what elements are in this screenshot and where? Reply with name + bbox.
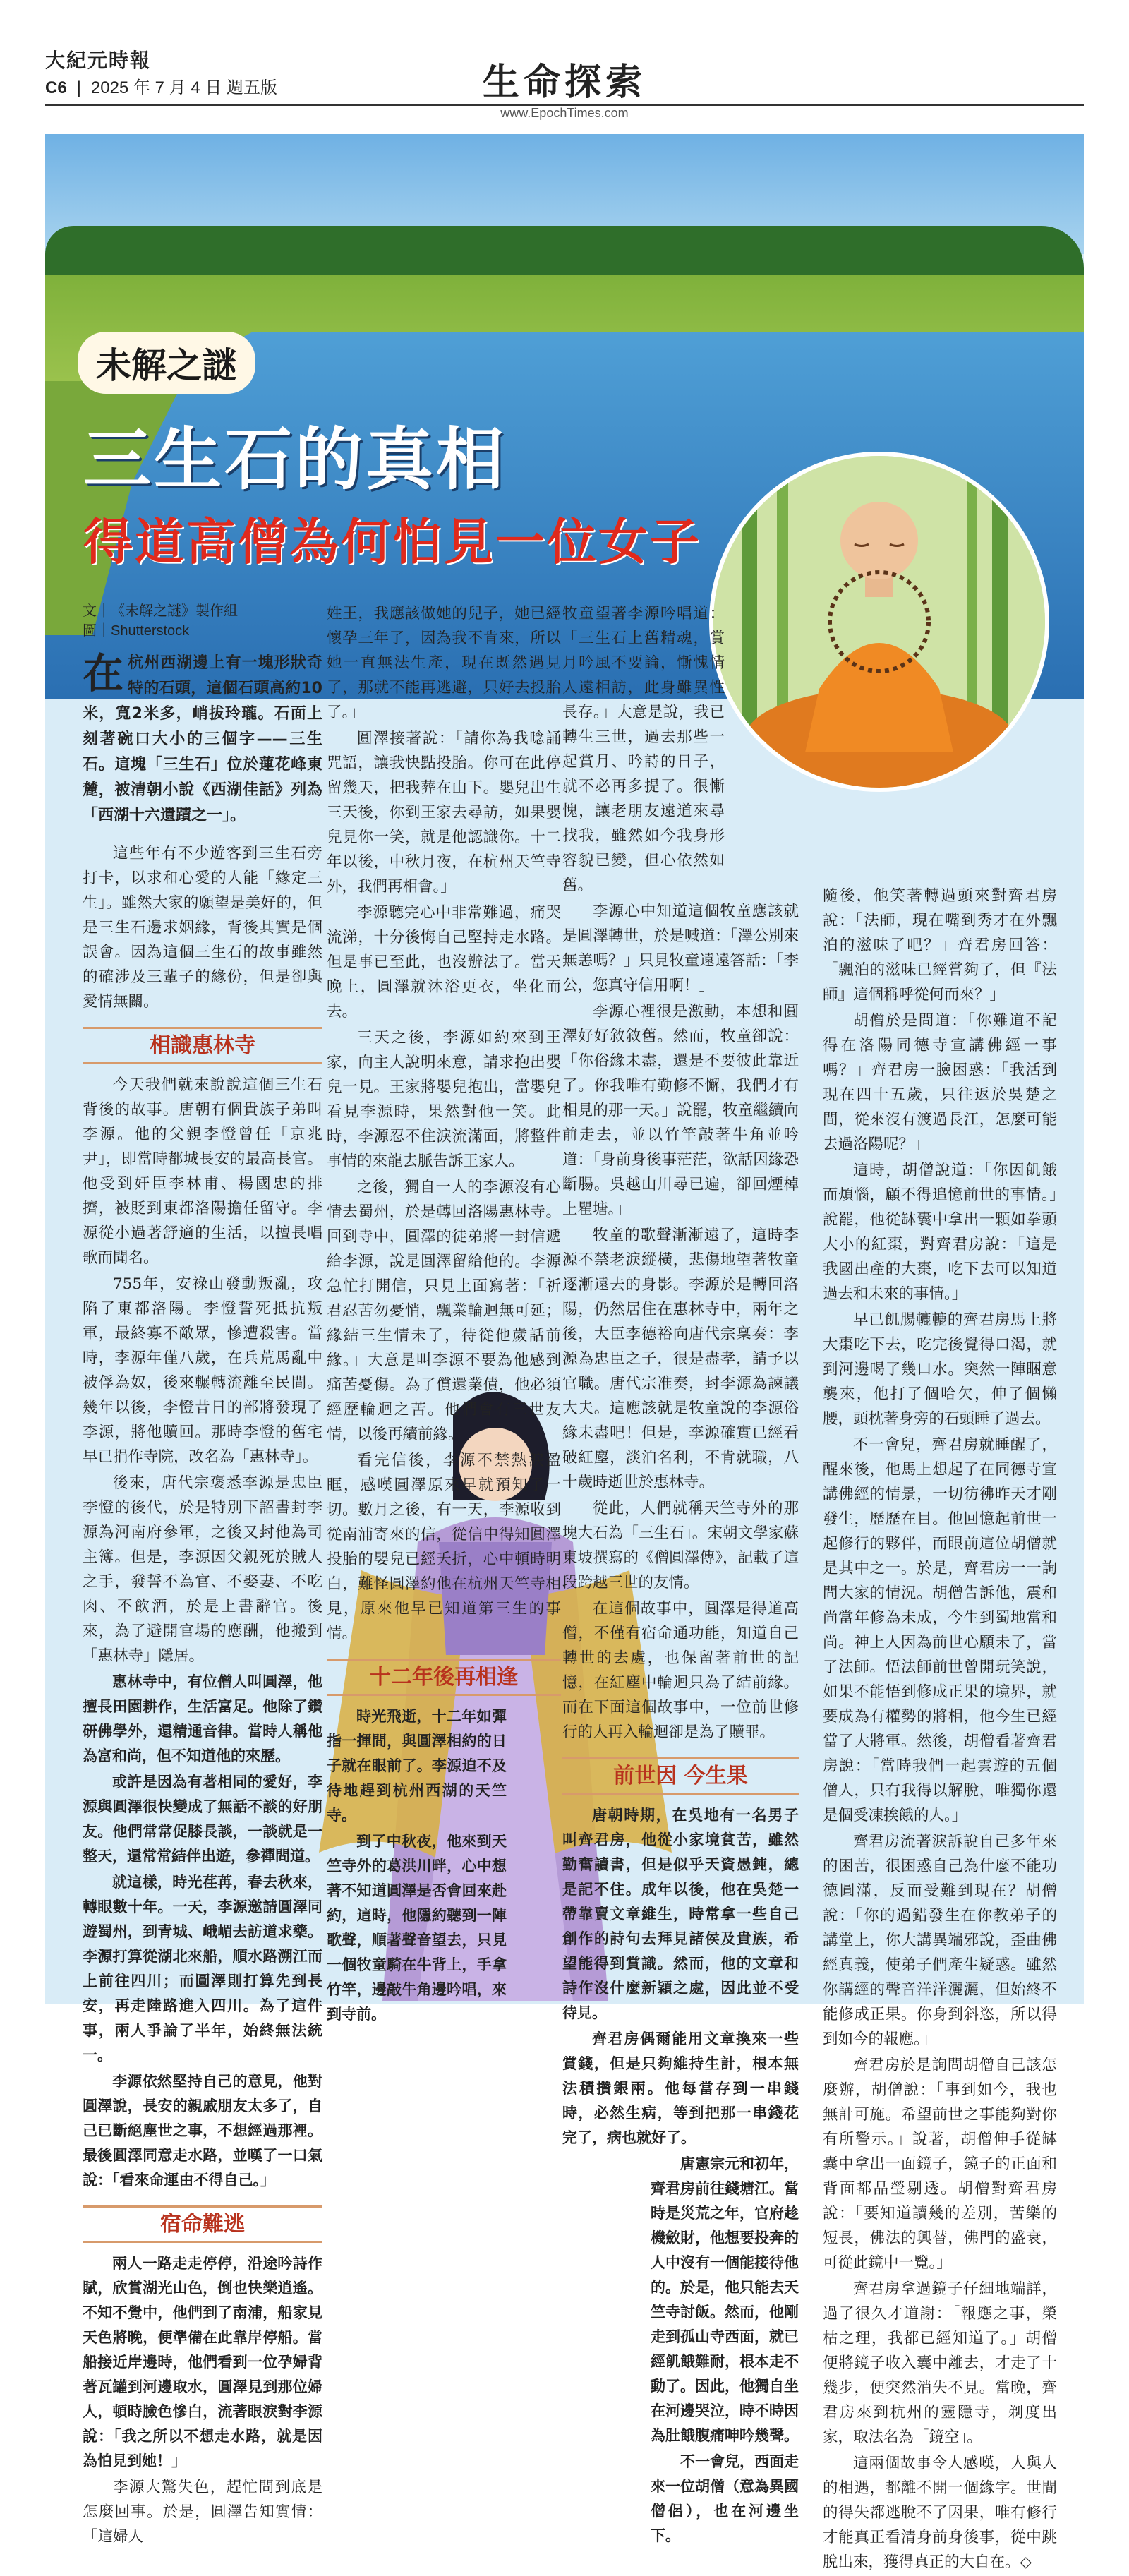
body-paragraph: 齊君房拿過鏡子仔細地端詳，過了很久才道謝：「報應之事，榮枯之理，我都已經知道了。」胡僧便將鏡子收入囊中離去，才走了十幾步，便突然消失不見。當晚，齊君房來到杭州的靈隱寺，剃度出家，取法名為「鏡空」。 xyxy=(823,2280,1057,2446)
subheading: 十二年後再相逢 xyxy=(327,1659,561,1696)
section-title: 生命探索 xyxy=(482,61,646,104)
body-paragraph: 這時，胡僧說道：「你因飢餓而煩惱，顧不得追憶前世的事情。」說罷，他從缽囊中拿出一顆如拳頭大小的紅棗，對齊君房說：「這是我國出產的大棗，吃下去可以知道過去和未來的事情。」 xyxy=(823,1162,1057,1303)
issue-date: 2025 年 7 月 4 日 週五版 xyxy=(90,78,278,97)
lead-text: 杭州西湖邊上有一塊形狀奇特的石頭，這個石頭高約10米，寬2米多，峭拔玲瓏。石面上刻著碗口大小的三個字——三生石。這塊「三生石」位於蓮花峰東麓，被清朝小說《西湖佳話》列為「西湖十六遺蹟之一」。 xyxy=(83,654,322,824)
body-paragraph: 這些年有不少遊客到三生石旁打卡，以求和心愛的人能「緣定三生」。雖然大家的願望是美好的，但是三生石邊求姻緣，背後其實是個誤會。因為這個三生石的故事雖然的確涉及三輩子的緣份，但是卻與愛情無關。 xyxy=(83,845,322,1011)
body-paragraph: 早已飢腸轆轆的齊君房馬上將大棗吃下去，吃完後覺得口渴，就到河邊喝了幾口水。突然一陣睏意襲來，他打了個哈欠，伸了個懶腰，頭枕著身旁的石頭睡了過去。 xyxy=(823,1311,1057,1428)
body-paragraph: 李源大驚失色，趕忙問到底是怎麼回事。於是，圓澤告知實情：「這婦人 xyxy=(83,2479,322,2546)
body-paragraph: 從此，人們就稱天竺寺外的那塊大石為「三生石」。宋朝文學家蘇東坡撰寫的《僧圓澤傳》，記載了這段跨越三世的友情。 xyxy=(562,1500,799,1591)
column-2 xyxy=(327,601,561,2028)
body-paragraph: 齊君房於是詢問胡僧自己該怎麼辦，胡僧說：「事到如今，我也無計可施。希望前世之事能夠對你有所警示。」說著，胡僧伸手從缽囊中拿出一面鏡子，鏡子的正面和背面都晶瑩剔透。胡僧對齊君房說：「要知道讀幾的差別，苦樂的短長，佛法的興替，佛門的盛衰，可從此鏡中一覽。」 xyxy=(823,2057,1057,2272)
body-paragraph: 後來，唐代宗褒悉李源是忠臣李憕的後代，於是特別下詔書封李源為河南府參軍，之後又封他為司主簿。但是，李源因父親死於賊人之手，發誓不為官、不娶妻、不吃肉、不飲酒，於是上書辭官。後來，為了避開官場的應酬，他搬到「惠林寺」隱居。 xyxy=(83,1474,322,1665)
body-paragraph: 755年，安祿山發動叛亂，攻陷了東都洛陽。李憕誓死抵抗叛軍，最終寡不敵眾，慘遭殺害。當時，李源年僅八歲，在兵荒馬亂中被俘為奴，後來輾轉流離至民間。幾年以後，李憕昔日的部將發現了李源，將他贖回。那時李憕的舊宅早已捐作寺院，改名為「惠林寺」。 xyxy=(83,1275,322,1466)
credits xyxy=(83,601,322,641)
paper-name: 大紀元時報 xyxy=(45,49,152,72)
body-paragraph: 牧童望著李源吟唱道：「三生石上舊精魂，賞月吟風不要論，慚愧情人遠相訪，此身雖異性長存。」大意是說，我已轉生三世，過去那些一起賞月、吟詩的日子，就不必再多提了。很慚愧，讓老朋友遠道來尋找我，雖然如今我身形容貌已變，但心依然如舊。 xyxy=(562,605,725,894)
body-paragraph: 惠林寺中，有位僧人叫圓澤，他擅長田園耕作，生活富足。他除了鑽研佛學外，還精通音律。當時人稱他為富和尚，但不知道他的來歷。 xyxy=(83,1673,322,1764)
body-paragraph: 李源心裡很是激動，本想和圓澤好好敘敘舊。然而，牧童卻說：「你俗緣未盡，還是不要彼此靠近了。你我唯有勤修不懈，我們才有相見的那一天。」說罷，牧童繼續向前走去，並以竹竿敲著牛角並吟道：「身前身後事茫茫，欲話因緣恐斷腸。吳越山川尋已遍，卻回煙棹上瞿塘。」 xyxy=(562,1003,799,1218)
bold-section xyxy=(83,1670,322,2193)
dropcap: 在 xyxy=(83,649,124,697)
body-paragraph: 時光飛逝，十二年如彈指一揮間，與圓澤相約的日子就在眼前了。李源迫不及待地趕到杭州西湖的天竺寺。 xyxy=(327,1708,507,1824)
body-paragraph: 李源心中知道這個牧童應該就是圓澤轉世，於是喊道：「澤公別來無恙嗎？」只見牧童遠遠答話：「李公，您真守信用啊！」 xyxy=(562,903,799,994)
bold-section xyxy=(83,2251,322,2474)
body-paragraph: 李源聽完心中非常難過，痛哭流涕，十分後悔自己堅持走水路。但是事已至此，也沒辦法了。當天晚上，圓澤就沐浴更衣，坐化而去。 xyxy=(327,904,561,1021)
body-paragraph: 李源依然堅持自己的意見，他對圓澤說，長安的親戚朋友太多了，自己已斷絕塵世之事，不想經過那裡。最後圓澤同意走水路，並嘆了一口氣說：「看來命運由不得自己。」 xyxy=(83,2073,322,2189)
issue-separator: | xyxy=(76,78,81,97)
article-headline: 三生石的真相 xyxy=(83,420,507,499)
body-paragraph: 不一會兒，齊君房就睡醒了，醒來後，他馬上想起了在同德寺宣講佛經的情景，一切彷彿昨天才剛發生，歷歷在目。他回憶起前世一起修行的夥伴，而眼前這位胡僧就是其中之一。於是，齊君房一一詢問大家的情況。胡僧告訴他，震和尚當年修為未成，今生到蜀地當和尚。神上人因為前世心願未了，當了法師。悟法師前世曾開玩笑說，如果不能悟到修成正果的境界，就要成為有權勢的將相，他今生已經當了大將軍。然後，胡僧看著齊君房說：「當時我們一起雲遊的五個僧人，只有我得以解脫，唯獨你還是個受凍挨餓的人。」 xyxy=(823,1436,1057,1824)
body-paragraph: 這兩個故事令人感嘆，人與人的相遇，都離不開一個緣字。世間的得失都逃脫不了因果，唯有修行才能真正看清身前身後事，從中跳脫出來，獲得真正的大自在。◇ xyxy=(823,2455,1057,2571)
bold-section xyxy=(562,1803,799,2548)
body-paragraph: 或許是因為有著相同的愛好，李源與圓澤很快變成了無話不談的好朋友。他們常常促膝長談，一談就是一整天，還常常結伴出遊，參禪問道。 xyxy=(83,1774,322,1865)
body-paragraph: 兩人一路走走停停，沿途吟詩作賦，欣賞湖光山色，倒也快樂逍遙。不知不覺中，他們到了南浦，船家見天色將晚，便準備在此靠岸停船。當船接近岸邊時，他們看到一位孕婦背著瓦罐到河邊取水，圓澤見到那位婦人，頓時臉色慘白，流著眼淚對李源說：「我之所以不想走水路，就是因為怕見到她！」 xyxy=(83,2255,322,2469)
column-4 xyxy=(823,884,1057,2576)
body-paragraph: 胡僧於是問道：「你難道不記得在洛陽同德寺宣講佛經一事嗎？」齊君房一臉困惑：「我活到現在四十五歲，只往返於吳楚之間，從來沒有渡過長江，怎麼可能去過洛陽呢？」 xyxy=(823,1012,1057,1153)
body-paragraph: 看完信後，李源不禁熱淚盈眶，感嘆圓澤原來早就預知了一切。數月之後，有一天，李源收到從南浦寄來的信，從信中得知圓澤投胎的嬰兒已經夭折，心中頓時明白，難怪圓澤約他在杭州天竺寺相見，原來他早已知道第三生的事情。 xyxy=(327,1452,561,1642)
body-paragraph: 今天我們就來說說這個三生石背後的故事。唐朝有個貴族子弟叫李源。他的父親李憕曾任「京兆尹」，即當時都城長安的最高長官。他受到奸臣李林甫、楊國忠的排擠，被貶到東都洛陽擔任留守。李源從小過著舒適的生活，以擅長唱歌而聞名。 xyxy=(83,1076,322,1267)
body-paragraph: 之後，獨自一人的李源沒有心情去蜀州，於是轉回洛陽惠林寺。回到寺中，圓澤的徒弟將一封信遞給李源，說是圓澤留給他的。李源急忙打開信，只見上面寫著：「祈君忍苦勿憂悄，飄業輪迴無可延；緣結三生情未了，待從他歲話前緣。」大意是叫李源不要為他感到痛苦憂傷。為了償還業債，他必須經歷輪迴之苦。他們會有三世友情，以後再續前緣。 xyxy=(327,1179,561,1443)
subheading: 相識惠林寺 xyxy=(83,1027,322,1064)
text-credit: 文｜《未解之謎》製作組 xyxy=(83,603,238,619)
body-paragraph: 不一會兒，西面走來一位胡僧（意為異國僧侶），也在河邊坐下。 xyxy=(651,2453,799,2544)
body-paragraph: 隨後，他笑著轉過頭來對齊君房說：「法師，現在嘴到秀才在外飄泊的滋味了吧？」齊君房回答：「飄泊的滋味已經嘗夠了，但『法師』這個稱呼從何而來？」 xyxy=(823,887,1057,1004)
site-url: www.EpochTimes.com xyxy=(500,106,629,120)
subheading: 前世因 今生果 xyxy=(562,1757,799,1795)
series-badge: 未解之謎 xyxy=(78,332,255,394)
column-3-top xyxy=(562,601,725,898)
body-paragraph: 齊君房流著淚訴說自己多年來的困苦，很困惑自己為什麼不能功德圓滿，反而受難到現在？胡僧說：「你的過錯發生在你教弟子的講堂上，你大講異端邪說，歪曲佛經真義，使弟子們產生疑惑。雖然你講經的聲音洋洋灑灑，但始終不能修成正果。你身到斜恣，所以得到如今的報應。」 xyxy=(823,1833,1057,2048)
body-paragraph: 齊君房偶爾能用文章換來一些賞錢，但是只夠維持生計，根本無法積攢銀兩。他每當存到一串錢時，必然生病，等到把那一串錢花完了，病也就好了。 xyxy=(562,2030,799,2146)
body-paragraph: 三天之後，李源如約來到王家，向主人說明來意，請求抱出嬰兒一見。王家將嬰兒抱出，當嬰兒看見李源時，果然對他一笑。此時，李源忍不住淚流滿面，將整件事情的來龍去脈告訴王家人。 xyxy=(327,1029,561,1170)
photo-credit: 圖｜Shutterstock xyxy=(83,623,190,639)
body-paragraph: 就這樣，時光荏苒，春去秋來，轉眼數十年。一天，李源邀請圓澤同遊蜀州，到青城、峨嵋去訪道求藥。李源打算從湖北來船，順水路溯江而上前往四川；而圓澤則打算先到長安，再走陸路進入四川。為了這件事，兩人爭論了半年，始終無法統一。 xyxy=(83,1874,322,2064)
column-3 xyxy=(562,601,799,2550)
lead-paragraph xyxy=(83,651,322,829)
subheading: 宿命難逃 xyxy=(83,2205,322,2243)
column-1 xyxy=(83,601,322,2551)
bold-section xyxy=(327,1704,507,2027)
body-paragraph: 唐憲宗元和初年，齊君房前往錢塘江。當時是災荒之年，官府趁機斂財，他想要投奔的人中沒有一個能接待他的。於是，他只能去天竺寺討飯。然而，他剛走到孤山寺西面，就已經飢餓難耐，根本走不動了。因此，他獨自坐在河邊哭泣，時不時因為肚餓腹痛呻吟幾聲。 xyxy=(651,2155,799,2444)
body-paragraph: 圓澤接著說：「請你為我唸誦咒語，讓我快點投胎。你可在此停留幾天，把我葬在山下。嬰兒出生三天後，你到王家去尋訪，如果嬰兒見你一笑，就是他認識你。十二年以後，中秋月夜，在杭州天竺寺外，我們再相會。」 xyxy=(327,730,561,896)
masthead xyxy=(0,0,1129,124)
body-paragraph: 到了中秋夜，他來到天竺寺外的葛洪川畔，心中想著不知道圓澤是否會回來赴約，這時，他隱約聽到一陣歌聲，順著聲音望去，只見一個牧童騎在牛背上，手拿竹竿，邊敲牛角邊吟唱，來到寺前。 xyxy=(327,1833,507,2023)
body-paragraph: 牧童的歌聲漸漸遠了，這時李源不禁老淚縱橫，悲傷地望著牧童逐漸遠去的身影。李源於是轉回洛陽，仍然居住在惠林寺中，兩年之後，大臣李德裕向唐代宗稟奏：李源為忠臣之子，很是盡孝，請予以官職。唐代宗准奏，封李源為諫議大夫。這應該就是牧童說的李源俗緣未盡吧！但是，李源確實已經看破紅塵，淡泊名利，不肯就職，八十歲時逝世於惠林寺。 xyxy=(562,1227,799,1491)
body-paragraph: 姓王，我應該做她的兒子，她已經懷孕三年了，因為我不肯來，所以她一直無法生產，現在既然遇見了，那就不能再逃避，只好去投胎了。」 xyxy=(327,605,561,721)
body-paragraph: 唐朝時期，在吳地有一名男子叫齊君房，他從小家境貧苦，雖然勤奮讀書，但是似乎天資愚鈍，總是記不住。成年以後，他在吳楚一帶靠賣文章維生，時常拿一些自己創作的詩句去拜見諸侯及貴族，希望能得到賞識。然而，他的文章和詩作沒什麼新穎之處，因此並不受待見。 xyxy=(562,1807,799,2021)
column-3-lower xyxy=(651,2152,799,2548)
body-paragraph: 在這個故事中，圓澤是得道高僧，不僅有宿命通功能，知道自己轉世的去處，也保留著前世的記憶，在紅塵中輪迴只為了結前緣。而在下面這個故事中，一位前世修行的人再入輪迴卻是為了贖罪。 xyxy=(562,1600,799,1741)
article-subheadline: 得道高僧為何怕見一位女子 xyxy=(83,513,701,571)
page-number: C6 xyxy=(45,78,67,97)
